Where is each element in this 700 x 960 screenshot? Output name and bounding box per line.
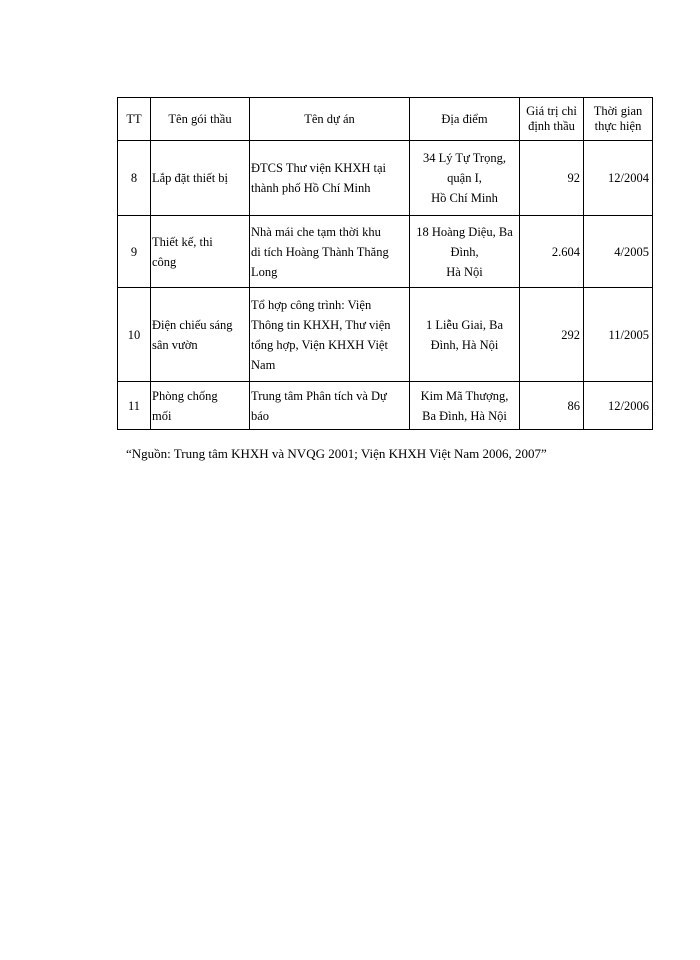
cell-location [410, 288, 520, 382]
cell-package-name-line: Thiết kế, thi [152, 234, 213, 249]
cell-location [410, 382, 520, 430]
cell-package-name-line: sân vườn [152, 337, 198, 352]
cell-project-name-line: Nam [251, 357, 276, 372]
cell-time: 12/2006 [584, 382, 653, 430]
contract-table [117, 97, 653, 430]
cell-tt: 11 [118, 382, 151, 430]
cell-package-name [151, 141, 250, 216]
cell-project-name-line: Nhà mái che tạm thời khu [251, 224, 381, 239]
cell-project-name-line: Thông tin KHXH, Thư viện [251, 317, 391, 332]
cell-tt: 8 [118, 141, 151, 216]
cell-package-name [151, 288, 250, 382]
cell-location-line: quận I, [447, 171, 482, 185]
table-row [118, 216, 653, 288]
table-row [118, 382, 653, 430]
header-project-name: Tên dự án [250, 98, 410, 141]
cell-project-name-line: báo [251, 408, 270, 423]
cell-project-name-line: Trung tâm Phân tích và Dự [251, 388, 387, 403]
cell-package-name-line: Phòng chống [152, 388, 218, 403]
cell-tt: 9 [118, 216, 151, 288]
cell-project-name [250, 288, 410, 382]
table-row [118, 288, 653, 382]
cell-time: 4/2005 [584, 216, 653, 288]
header-tt: TT [118, 98, 151, 141]
cell-location-line: Kim Mã Thượng, [420, 388, 509, 403]
cell-location-line: 1 Liễu Giai, Ba [425, 317, 504, 332]
cell-package-name-line: Lắp đặt thiết bị [152, 171, 229, 185]
cell-package-name-line: Điện chiếu sáng [152, 317, 233, 332]
cell-value: 2.604 [520, 216, 584, 288]
cell-location-line: 34 Lý Tự Trọng, [423, 151, 506, 165]
cell-location-line: Đình, Hà Nội [430, 337, 499, 352]
header-time-line: thực hiện [594, 119, 642, 133]
cell-value: 92 [520, 141, 584, 216]
cell-package-name-line: mối [152, 408, 172, 423]
header-value-line: Giá trị chỉ [526, 104, 577, 118]
header-time-line: Thời gian [593, 104, 643, 118]
source-footnote: “Nguồn: Trung tâm KHXH và NVQG 2001; Viện KHXH Việt Nam 2006, 2007” [126, 446, 547, 461]
cell-project-name-line: Long [251, 264, 278, 279]
cell-time: 11/2005 [584, 288, 653, 382]
cell-location-line: 18 Hoàng Diệu, Ba [416, 224, 513, 239]
cell-project-name [250, 382, 410, 430]
cell-package-name [151, 382, 250, 430]
header-location: Địa điểm [410, 98, 520, 141]
cell-project-name-line: di tích Hoàng Thành Thăng [251, 244, 389, 259]
cell-location [410, 141, 520, 216]
cell-project-name-line: tổng hợp, Viện KHXH Việt [251, 337, 388, 352]
cell-project-name-line: ĐTCS Thư viện KHXH tại [251, 161, 387, 175]
cell-location-line: Ba Đình, Hà Nội [422, 408, 507, 423]
header-value [520, 98, 584, 141]
cell-project-name [250, 141, 410, 216]
cell-project-name [250, 216, 410, 288]
cell-location-line: Hồ Chí Minh [431, 191, 498, 205]
cell-tt: 10 [118, 288, 151, 382]
table-body [118, 141, 653, 430]
cell-time: 12/2004 [584, 141, 653, 216]
cell-package-name-line: công [152, 254, 177, 269]
header-package-name: Tên gói thầu [151, 98, 250, 141]
cell-package-name [151, 216, 250, 288]
cell-value: 292 [520, 288, 584, 382]
cell-location-line: Đình, [450, 244, 479, 259]
cell-value: 86 [520, 382, 584, 430]
header-time [584, 98, 653, 141]
cell-project-name-line: Tổ hợp công trình: Viện [251, 297, 372, 312]
table-header-row [118, 98, 653, 141]
cell-location [410, 216, 520, 288]
header-value-line: định thầu [528, 119, 575, 133]
table-row [118, 141, 653, 216]
cell-project-name-line: thành phố Hồ Chí Minh [251, 181, 371, 195]
cell-location-line: Hà Nội [446, 264, 483, 279]
